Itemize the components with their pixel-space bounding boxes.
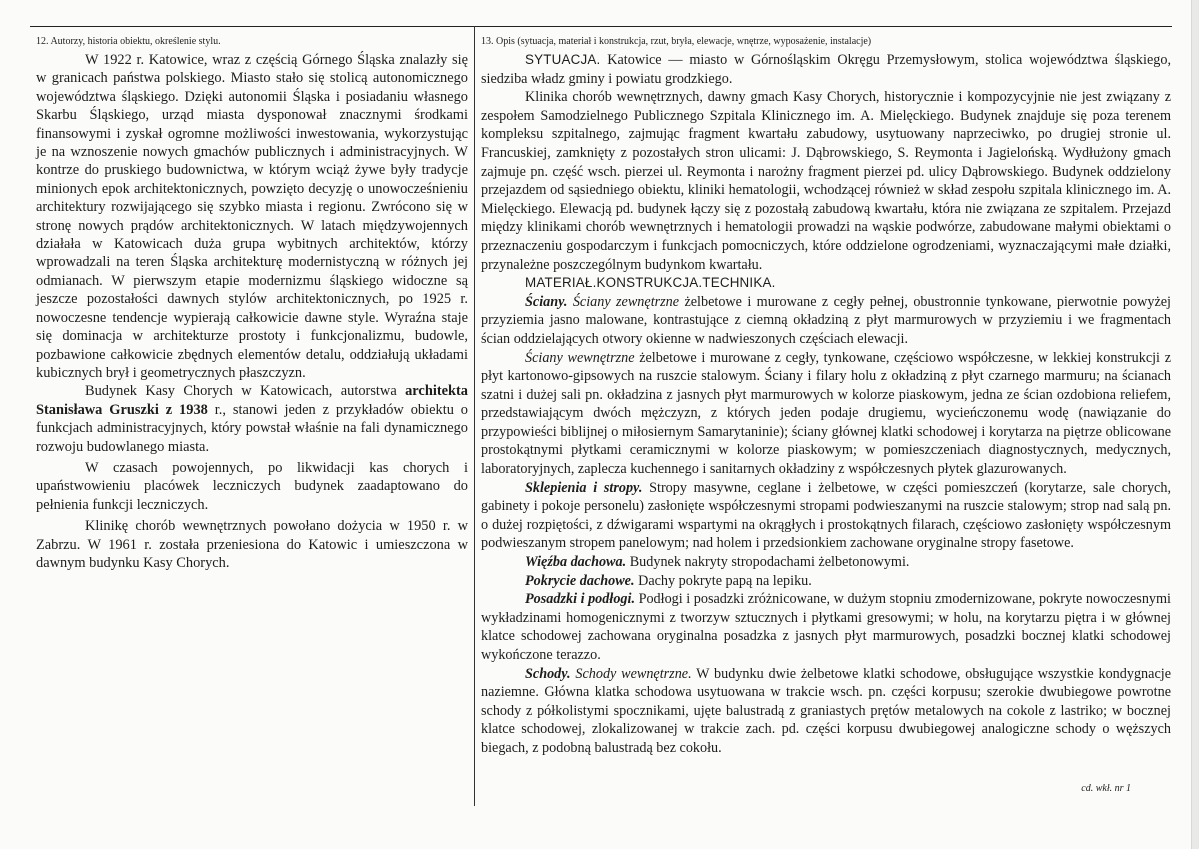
top-rule [30,26,1172,27]
situation-paragraph [481,51,1171,88]
walls-exterior-text: żelbetowe i murowane z cegły pełnej, obustronnie tynkowane, pierwotnie powyżej przyziemia jasno malowane, kontrastujące z ciemną okładziną z płyt marmurowych w przyziemiu i we fragmentach ścian oddzielających otwory okienne w nadwieszonych częściach elewacji. [481,293,1171,347]
history-p2-text-a: Budynek Kasy Chorych w Katowicach, autorstwa [85,383,406,400]
truss-text: Budynek nakryty stropodachami żelbetonowymi. [626,554,910,571]
walls-label: Ściany. [525,293,568,310]
history-paragraph-1: W 1922 r. Katowice, wraz z częścią Górnego Śląska znalazły się w granicach państwa polskiego. Miasto stało się stolicą autonomicznego województwa śląskiego. Dzięki autonomii Śląska i posiadaniu własnego Skarbu Śląskiego, urząd miasta dysponował znacznymi środkami finansowymi i zyskał ogromne możliwości inwestowania, wykorzystując je na wznoszenie nowych gmachów publicznych i administracyjnych. W kontrze do pruskiego budownictwa, w którym wciąż żywe były tradycje minionych epok architektonicznych, powzięto decyzję o unowocześnieniu architektury rozwijającego się szybko miasta i regionu. Zwrócono się w stronę nowych prądów architektonicznych. W latach międzywojennych działała w Katowicach duża grupa wybitnych architektów, którzy wprowadzali na teren Śląska architekturę modernistyczną w różnych jej odmianach. W pierwszym etapie modernizmu śląskiego widoczne są jeszcze pozostałości dawnych stylów architektonicznych, po 1925 r. nowoczesne tendencje wypierają całkowicie dawne style. Wyraźna staje się dominacja w architekturze prostoty i funkcjonalizmu, budowle, pozbawione całkowicie zbędnych elementów detalu, oddziałują układami kubicznych brył i geometrycznych płaszczyzn. [36,52,468,381]
stairs-text: W budynku dwie żelbetowe klatki schodowe, obsługujące wszystkie kondygnacje naziemne. Główna klatka schodowa usytuowana w trakcie wsch. pn. części korpusu; szerokie dwubiegowe powrotne schody z półkolistymi spocznikami, ujęte balustradą z graniastych prętów metalowych na cokole z lastriko; w bocznej klatce schodowej, zlokalizowanej w trakcie zach. pd. części korpusu dwubiegowej analogiczne schody o węższych biegach, z podobną balustradą bez cokołu. [481,665,1171,756]
vaults-paragraph [481,479,1171,553]
walls-interior-paragraph [481,349,1171,479]
roofing-text: Dachy pokryte papą na lepiku. [634,572,812,589]
stairs-label: Schody. [525,665,571,682]
stairs-paragraph [481,665,1171,758]
history-p2-text-c: r., stanowi jeden z przykładów obiektu o funkcjach administracyjnych, który powstał właśnie na fali dynamicznego rozwoju budowlanego miasta. [36,401,468,455]
truss-paragraph [481,553,1171,572]
section-12-column [36,36,468,572]
material-heading-text: MATERIAŁ.KONSTRUKCJA.TECHNIKA. [525,275,776,291]
situation-paragraph-2: Klinika chorób wewnętrznych, dawny gmach Kasy Chorych, historycznie i kompozycyjnie nie jest związany z zespołem Samodzielnego Publicznego Szpitala Klinicznego im. A. Mielęckiego. Budynek znajduje się poza terenem kompleksu szpitalnego, zajmując fragment kwartału zabudowy, usytuowany naprzeciwko, po drugiej stronie ul. Francuskiej, zamknięty z pozostałych stron ulicami: J. Dąbrowskiego, S. Reymonta i Jagielońską. Wydłużony gmach zajmuje pn. część wsch. pierzei ul. Reymonta i narożny fragment pierzei pd. ulicy Dąbrowskiego. Budynek oddzielony przejazdem od sąsiedniego obiektu, kliniki hematologii, wchodzącej również w skład zespołu szpitala klinicznego im. A. Mielęckiego. Elewacją pd. budynek łączy się z pozostałą zabudową kwartału, która nie związana ze szpitalem. Przejazd między klinikami chorób wewnętrznych i hematologii prowadzi na wąskie podwórze, zabudowane małymi obiektami o przeznaczeniu gospodarczym i funkcjach pomocniczych, które oddzielone ogrodzeniami, wyznaczającymi małe działki, przynależne poszczególnym budynkom kwartału. [481,89,1171,273]
walls-interior-label: Ściany wewnętrzne [525,349,635,366]
history-paragraph-2 [36,382,468,456]
continuation-note: cd. wkł. nr 1 [1081,783,1131,794]
floors-text: Podłogi i posadzki zróżnicowane, w dużym stopniu zmodernizowane, pokryte nowoczesnymi wykładzinami homogenicznymi z tworzyw sztucznych i płytkami gresowymi; w holu, na korytarzu piętra i w głównej klatce schodowej zachowana oryginalna posadzka z jasnych płyt marmurowych, posadzki bocznej klatki schodowej wykończone terazzo. [481,591,1171,663]
stairs-interior-label: Schody wewnętrzne. [570,665,692,682]
vaults-text: Stropy masywne, ceglane i żelbetowe, w części pomieszczeń (korytarze, sale chorych, gabinety i pokoje personelu) zasłonięte współczesnymi stropami podwieszanymi na ruszcie stalowym; strop nad salą pn. o dużej rozpiętości, z dźwigarami wspartymi na okrągłych i prostokątnych filarach, częściowo zasłonięty współczesnym podwieszanym stropem panelowym; nad holem i przedsionkiem zachowane oryginalne stropy fasetowe. [481,479,1171,552]
history-paragraph-3: W czasach powojennych, po likwidacji kas chorych i upaństwowieniu placówek leczniczych budynek zaadaptowano do pełnienia funkcji leczniczych. [36,459,468,513]
section-13-body [481,51,1171,758]
floors-paragraph [481,590,1171,664]
section-13-header: 13. Opis (sytuacja, materiał i konstrukcja, rzut, bryła, elewacje, wnętrze, wyposażenie, instalacje) [481,36,872,47]
architect-name: architekta Stanisława Gruszki z 1938 [36,383,468,418]
walls-exterior-paragraph [481,293,1171,349]
section-12-header: 12. Autorzy, historia obiektu, określenie stylu. [36,36,221,47]
walls-interior-text: żelbetowe i murowane z cegły, tynkowane, częściowo współczesne, w lekkiej konstrukcji z płyt kartonowo-gipsowych na ruszcie stalowym. Ściany i filary holu z okładziną z płyt czarnego marmuru; na ścianach szatni i dużej sali pn. okładzina z jasnych płyt marmurowych w kolorze piaskowym, jedna ze ścian ozdobiona reliefem, przedstawiającym dwóch mężczyzn, z których jeden podaje drugiemu, wycieńczonemu wodę (nawiązanie do przypowieści biblijnej o miłosiernym Samarytaninie); ściany głównej klatki schodowej i korytarza na piętrze oblicowane prostokątnymi płytkami ceramicznymi w kolorze piaskowym; w pomieszczeniach diagnostycznych, medycznych, laboratoryjnych, zaplecza kuchennego i sanitarnych okładziny z współczesnych płytek glazurowanych. [481,349,1171,478]
vaults-label: Sklepienia i stropy. [525,479,643,496]
section-12-body [36,51,468,572]
walls-exterior-label: Ściany zewnętrzne [572,293,680,310]
column-divider [474,26,475,806]
situation-label: SYTUACJA. [525,52,601,67]
roofing-label: Pokrycie dachowe. [525,572,635,589]
material-heading [481,274,1171,293]
truss-label: Więźba dachowa. [525,554,627,571]
history-paragraph-4: Klinikę chorób wewnętrznych powołano dożycia w 1950 r. w Zabrzu. W 1961 r. została przeniesiona do Katowic i umieszczona w dawnym budynku Kasy Chorych. [36,518,468,571]
situation-text: Katowice — miasto w Górnośląskim Okręgu Przemysłowym, stolica województwa śląskiego, siedziba władz gminy i powiatu grodzkiego. [481,52,1171,87]
floors-label: Posadzki i podłogi. [525,591,635,608]
section-13-column [481,36,1171,758]
roofing-paragraph [481,572,1171,591]
